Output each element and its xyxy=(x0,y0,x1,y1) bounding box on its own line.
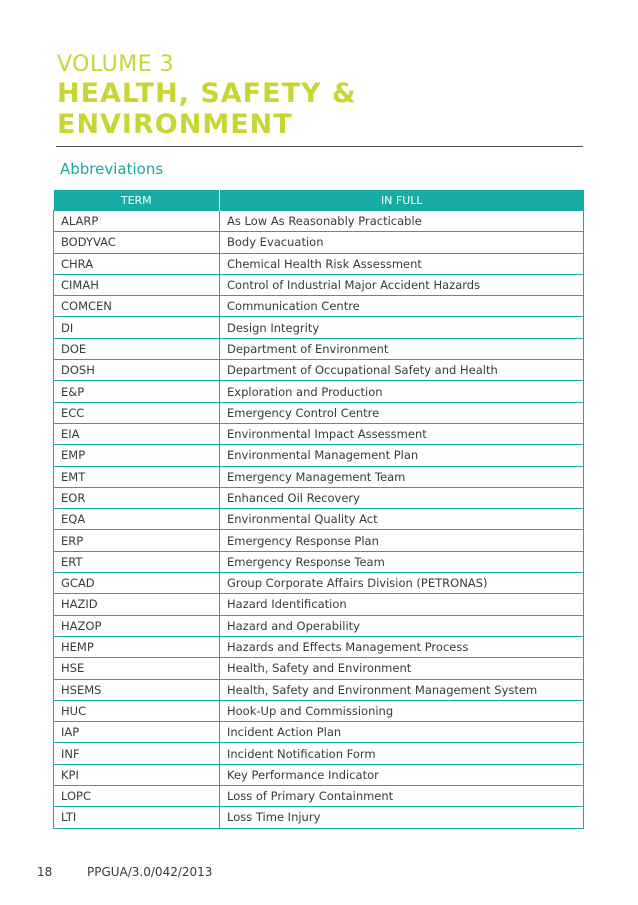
table-body xyxy=(54,211,584,829)
table-row xyxy=(54,211,584,232)
page-number: 18 xyxy=(37,865,53,879)
in-full-cell: Department of Environment xyxy=(220,338,584,359)
title-line-1: HEALTH, SAFETY & xyxy=(57,78,357,109)
in-full-cell: Health, Safety and Environment xyxy=(220,658,584,679)
term-cell: HSEMS xyxy=(54,679,220,700)
table-row xyxy=(54,700,584,721)
term-cell: HEMP xyxy=(54,636,220,657)
term-cell: ECC xyxy=(54,402,220,423)
in-full-cell: Incident Action Plan xyxy=(220,722,584,743)
in-full-cell: Body Evacuation xyxy=(220,232,584,253)
in-full-cell: Communication Centre xyxy=(220,296,584,317)
in-full-cell: Design Integrity xyxy=(220,317,584,338)
table-row xyxy=(54,786,584,807)
table-row xyxy=(54,636,584,657)
table-row xyxy=(54,317,584,338)
in-full-cell: Exploration and Production xyxy=(220,381,584,402)
table-row xyxy=(54,402,584,423)
table-row xyxy=(54,338,584,359)
column-header-term: TERM xyxy=(54,190,220,211)
table-row xyxy=(54,594,584,615)
in-full-cell: Emergency Control Centre xyxy=(220,402,584,423)
table-row xyxy=(54,658,584,679)
in-full-cell: Environmental Impact Assessment xyxy=(220,423,584,444)
in-full-cell: Hazard and Operability xyxy=(220,615,584,636)
term-cell: EQA xyxy=(54,509,220,530)
table-header-row xyxy=(54,190,584,211)
table-row xyxy=(54,615,584,636)
table-row xyxy=(54,573,584,594)
abbreviations-table xyxy=(53,190,584,829)
term-cell: DI xyxy=(54,317,220,338)
table-row xyxy=(54,381,584,402)
term-cell: HAZOP xyxy=(54,615,220,636)
in-full-cell: Control of Industrial Major Accident Hazards xyxy=(220,274,584,295)
page-title xyxy=(57,78,357,140)
term-cell: ERT xyxy=(54,551,220,572)
table-row xyxy=(54,253,584,274)
term-cell: IAP xyxy=(54,722,220,743)
in-full-cell: Environmental Quality Act xyxy=(220,509,584,530)
in-full-cell: Hook-Up and Commissioning xyxy=(220,700,584,721)
term-cell: CHRA xyxy=(54,253,220,274)
term-cell: HAZID xyxy=(54,594,220,615)
table-row xyxy=(54,360,584,381)
term-cell: EOR xyxy=(54,487,220,508)
term-cell: E&P xyxy=(54,381,220,402)
term-cell: EIA xyxy=(54,423,220,444)
table-row xyxy=(54,764,584,785)
in-full-cell: Hazard Identification xyxy=(220,594,584,615)
title-line-2: ENVIRONMENT xyxy=(57,109,293,140)
table-row xyxy=(54,679,584,700)
in-full-cell: As Low As Reasonably Practicable xyxy=(220,211,584,232)
term-cell: ALARP xyxy=(54,211,220,232)
term-cell: EMT xyxy=(54,466,220,487)
in-full-cell: Group Corporate Affairs Division (PETRONAS) xyxy=(220,573,584,594)
volume-label: VOLUME 3 xyxy=(57,52,175,77)
term-cell: DOSH xyxy=(54,360,220,381)
term-cell: ERP xyxy=(54,530,220,551)
table-row xyxy=(54,232,584,253)
table-row xyxy=(54,530,584,551)
term-cell: CIMAH xyxy=(54,274,220,295)
table-row xyxy=(54,807,584,828)
term-cell: LOPC xyxy=(54,786,220,807)
term-cell: HUC xyxy=(54,700,220,721)
in-full-cell: Enhanced Oil Recovery xyxy=(220,487,584,508)
table-row xyxy=(54,466,584,487)
section-title: Abbreviations xyxy=(60,160,164,178)
term-cell: GCAD xyxy=(54,573,220,594)
in-full-cell: Emergency Response Team xyxy=(220,551,584,572)
in-full-cell: Loss of Primary Containment xyxy=(220,786,584,807)
table-row xyxy=(54,509,584,530)
table-row xyxy=(54,445,584,466)
term-cell: INF xyxy=(54,743,220,764)
table-row xyxy=(54,487,584,508)
in-full-cell: Chemical Health Risk Assessment xyxy=(220,253,584,274)
term-cell: LTI xyxy=(54,807,220,828)
document-reference: PPGUA/3.0/042/2013 xyxy=(87,865,213,879)
in-full-cell: Emergency Management Team xyxy=(220,466,584,487)
table-row xyxy=(54,423,584,444)
in-full-cell: Loss Time Injury xyxy=(220,807,584,828)
term-cell: EMP xyxy=(54,445,220,466)
term-cell: HSE xyxy=(54,658,220,679)
table-row xyxy=(54,296,584,317)
in-full-cell: Environmental Management Plan xyxy=(220,445,584,466)
column-header-in-full: IN FULL xyxy=(220,190,584,211)
in-full-cell: Department of Occupational Safety and Health xyxy=(220,360,584,381)
table-row xyxy=(54,551,584,572)
table-row xyxy=(54,274,584,295)
table-row xyxy=(54,722,584,743)
in-full-cell: Emergency Response Plan xyxy=(220,530,584,551)
term-cell: BODYVAC xyxy=(54,232,220,253)
header-divider xyxy=(56,146,583,147)
term-cell: COMCEN xyxy=(54,296,220,317)
table-row xyxy=(54,743,584,764)
in-full-cell: Incident Notification Form xyxy=(220,743,584,764)
in-full-cell: Hazards and Effects Management Process xyxy=(220,636,584,657)
in-full-cell: Health, Safety and Environment Management System xyxy=(220,679,584,700)
term-cell: DOE xyxy=(54,338,220,359)
term-cell: KPI xyxy=(54,764,220,785)
in-full-cell: Key Performance Indicator xyxy=(220,764,584,785)
